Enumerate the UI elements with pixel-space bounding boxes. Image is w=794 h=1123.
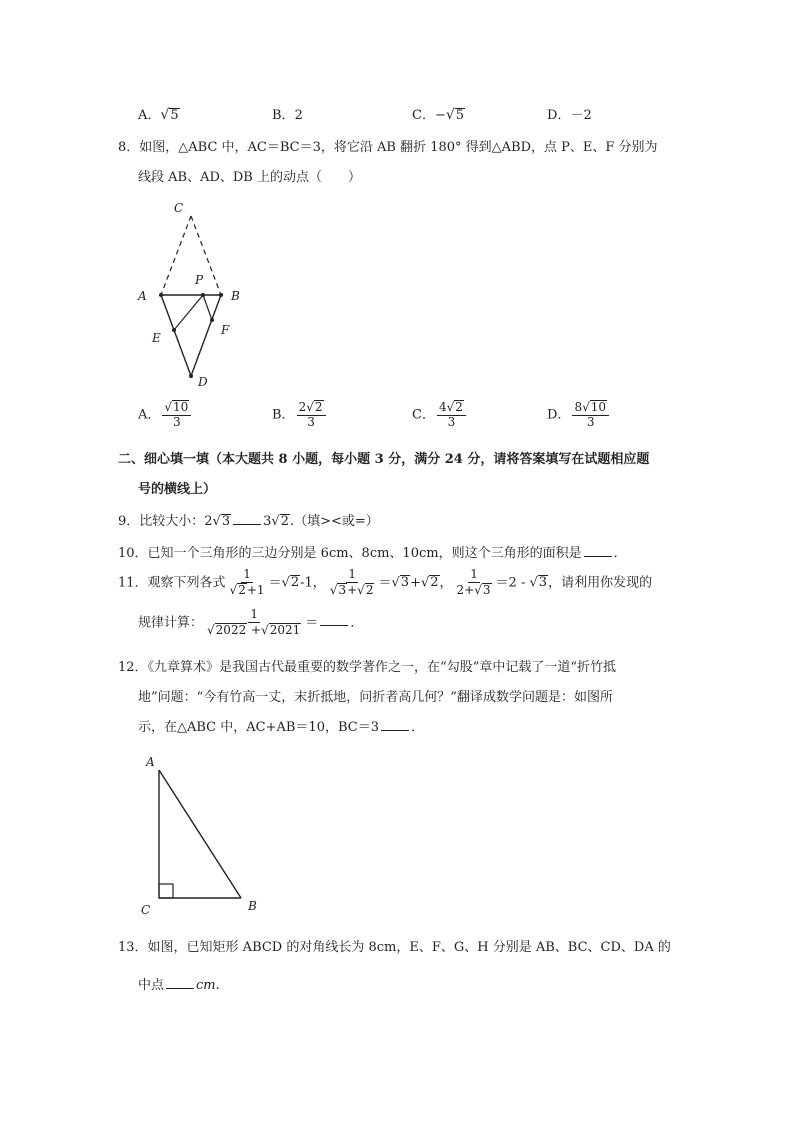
label-c: C (174, 201, 184, 215)
label-b: B (248, 899, 257, 913)
q7-option-b: B．2 (272, 108, 303, 123)
q8-option-b: B． $\frac{2√2}{3}$ (272, 400, 328, 430)
q12-line2: 地”问题：“今有竹高一丈，末折抵地，问折者高几何？”翻译成数学问题是：如图所 (138, 690, 613, 705)
q10: 10．已知一个三角形的三边分别是 6cm、8cm、10cm，则这个三角形的面积是 ． (118, 546, 627, 561)
q7-option-c: C．−√5 (412, 107, 465, 123)
q11-line2: 规律计算： $\frac{1}{√2022 +√2021}$ ＝ ． (138, 607, 364, 637)
label-p: P (195, 273, 204, 287)
label-e: E (152, 331, 161, 345)
q8-line2: 线段 AB、AD、DB 上的动点（ ） (138, 170, 361, 185)
q9: 9．比较大小：2√3 3√2.（填><或=） (118, 514, 379, 529)
q13-line2: 中点 cm. (138, 978, 220, 993)
label-b: B (231, 289, 240, 303)
section2-heading-line2: 号的横线上） (138, 482, 217, 497)
label-a: A (146, 755, 155, 769)
label-a: A (138, 289, 147, 303)
q8-option-a: A． $\frac{√10}{3}$ (138, 400, 193, 430)
q12-line1: 12．《九章算术》是我国古代最重要的数学著作之一，在“勾股”章中记载了一道“折竹抵 (118, 660, 616, 675)
q12-figure (136, 748, 272, 918)
q13-line1: 13．如图，已知矩形 ABCD 的对角线长为 8cm，E、F、G、H 分别是 AB、BC、CD、DA 的 (118, 940, 671, 955)
q8-option-d: D． $\frac{8√10}{3}$ (547, 400, 611, 430)
label-d: D (198, 375, 208, 389)
section2-heading-line1: 二、细心填一填（本大题共 8 小题，每小题 3 分，满分 24 分，请将答案填写在试题相应题 (118, 452, 650, 467)
label-c: C (141, 903, 151, 917)
q12-line3: 示，在△ABC 中，AC+AB＝10，BC＝3 ． (138, 720, 424, 735)
q11-line1: 11．观察下列各式 $\frac{1}{√2+1}$ ＝√2-1， $\frac{1}{√3+√2}$ ＝√3+√2， $\frac{1}{2+√3}$ ＝2 - √3，请利用你发现的 (118, 567, 653, 597)
q8-line1: 8．如图，△ABC 中，AC＝BC＝3，将它沿 AB 翻折 180° 得到△ABD，点 P、E、F 分别为 (118, 140, 658, 155)
q7-option-d: D．－2 (547, 108, 592, 123)
q7-option-a: A．√5 (138, 107, 179, 123)
q8-option-c: C． $\frac{4√2}{3}$ (412, 400, 468, 430)
label-f: F (221, 323, 230, 337)
q8-figure (130, 196, 250, 392)
